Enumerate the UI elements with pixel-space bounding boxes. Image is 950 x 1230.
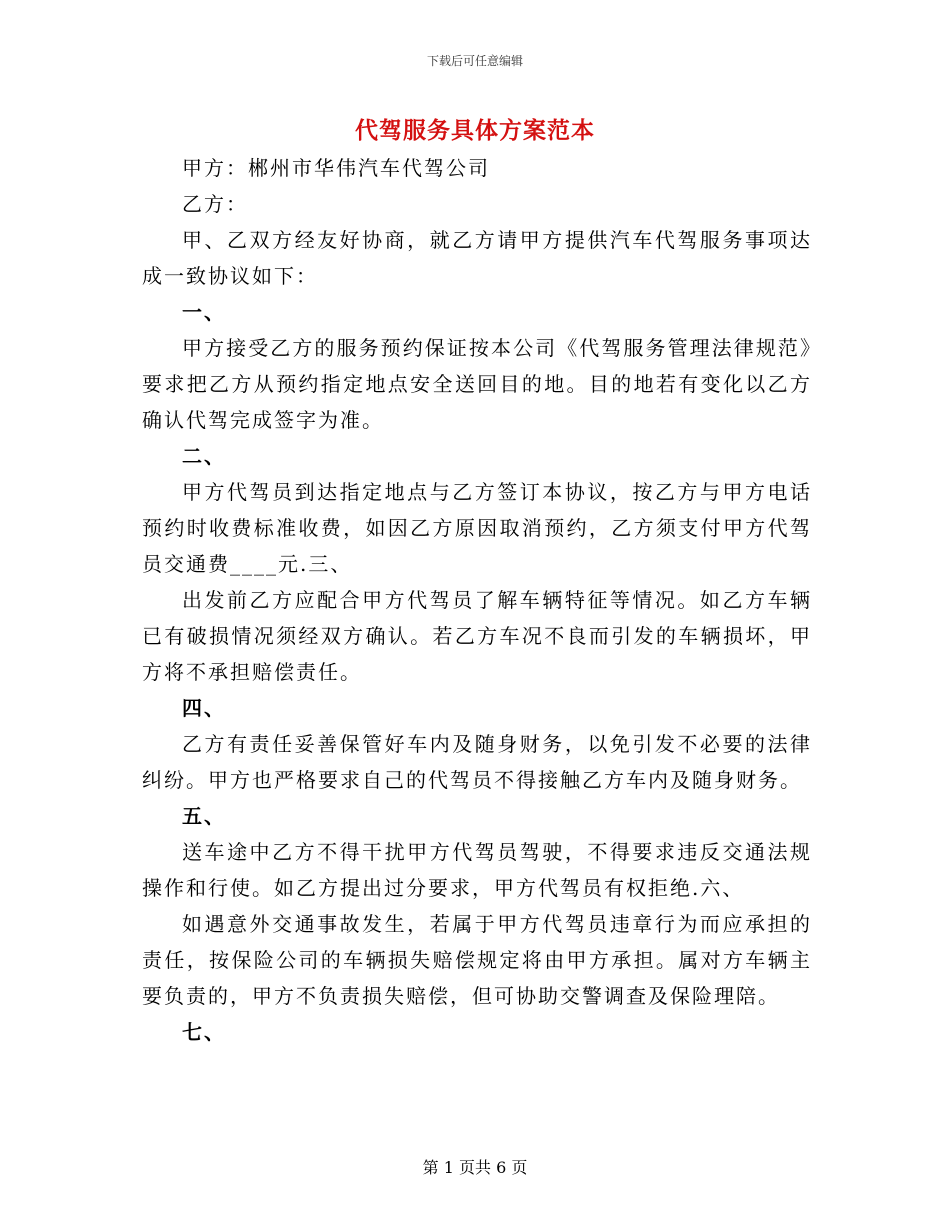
section-heading: 二、 <box>182 444 226 468</box>
section-heading: 五、 <box>182 804 226 828</box>
body-paragraph: 出发前乙方应配合甲方代驾员了解车辆特征等情况。如乙方车辆已有破损情况须经双方确认。若乙方车况不良而引发的车辆损坏，甲方将不承担赔偿责任。 <box>142 588 812 684</box>
document-title: 代驾服务具体方案范本 <box>355 117 595 144</box>
page-number: 第 1 页共 6 页 <box>422 1158 528 1177</box>
section-heading: 四、 <box>182 696 226 720</box>
body-paragraph: 乙方： <box>182 192 248 216</box>
section-heading: 一、 <box>182 300 226 324</box>
body-paragraph: 甲、乙双方经友好协商，就乙方请甲方提供汽车代驾服务事项达成一致协议如下： <box>142 228 812 288</box>
page-header-note: 下载后可任意编辑 <box>426 54 523 68</box>
body-paragraph: 甲方接受乙方的服务预约保证按本公司《代驾服务管理法律规范》要求把乙方从预约指定地点安全送回目的地。目的地若有变化以乙方确认代驾完成签字为准。 <box>142 336 812 432</box>
section-heading: 七、 <box>182 1020 226 1044</box>
document-body <box>142 150 812 1050</box>
body-paragraph: 甲方代驾员到达指定地点与乙方签订本协议，按乙方与甲方电话预约时收费标准收费，如因乙方原因取消预约，乙方须支付甲方代驾员交通费____元.三、 <box>142 480 812 576</box>
body-paragraph: 如遇意外交通事故发生，若属于甲方代驾员违章行为而应承担的责任，按保险公司的车辆损失赔偿规定将由甲方承担。属对方车辆主要负责的，甲方不负责损失赔偿，但可协助交警调查及保险理陪。 <box>142 912 812 1008</box>
body-paragraph: 甲方：郴州市华伟汽车代驾公司 <box>182 156 490 180</box>
body-paragraph: 送车途中乙方不得干扰甲方代驾员驾驶，不得要求违反交通法规操作和行使。如乙方提出过分要求，甲方代驾员有权拒绝.六、 <box>142 840 812 900</box>
body-paragraph: 乙方有责任妥善保管好车内及随身财务，以免引发不必要的法律纠纷。甲方也严格要求自己的代驾员不得接触乙方车内及随身财务。 <box>142 732 812 792</box>
